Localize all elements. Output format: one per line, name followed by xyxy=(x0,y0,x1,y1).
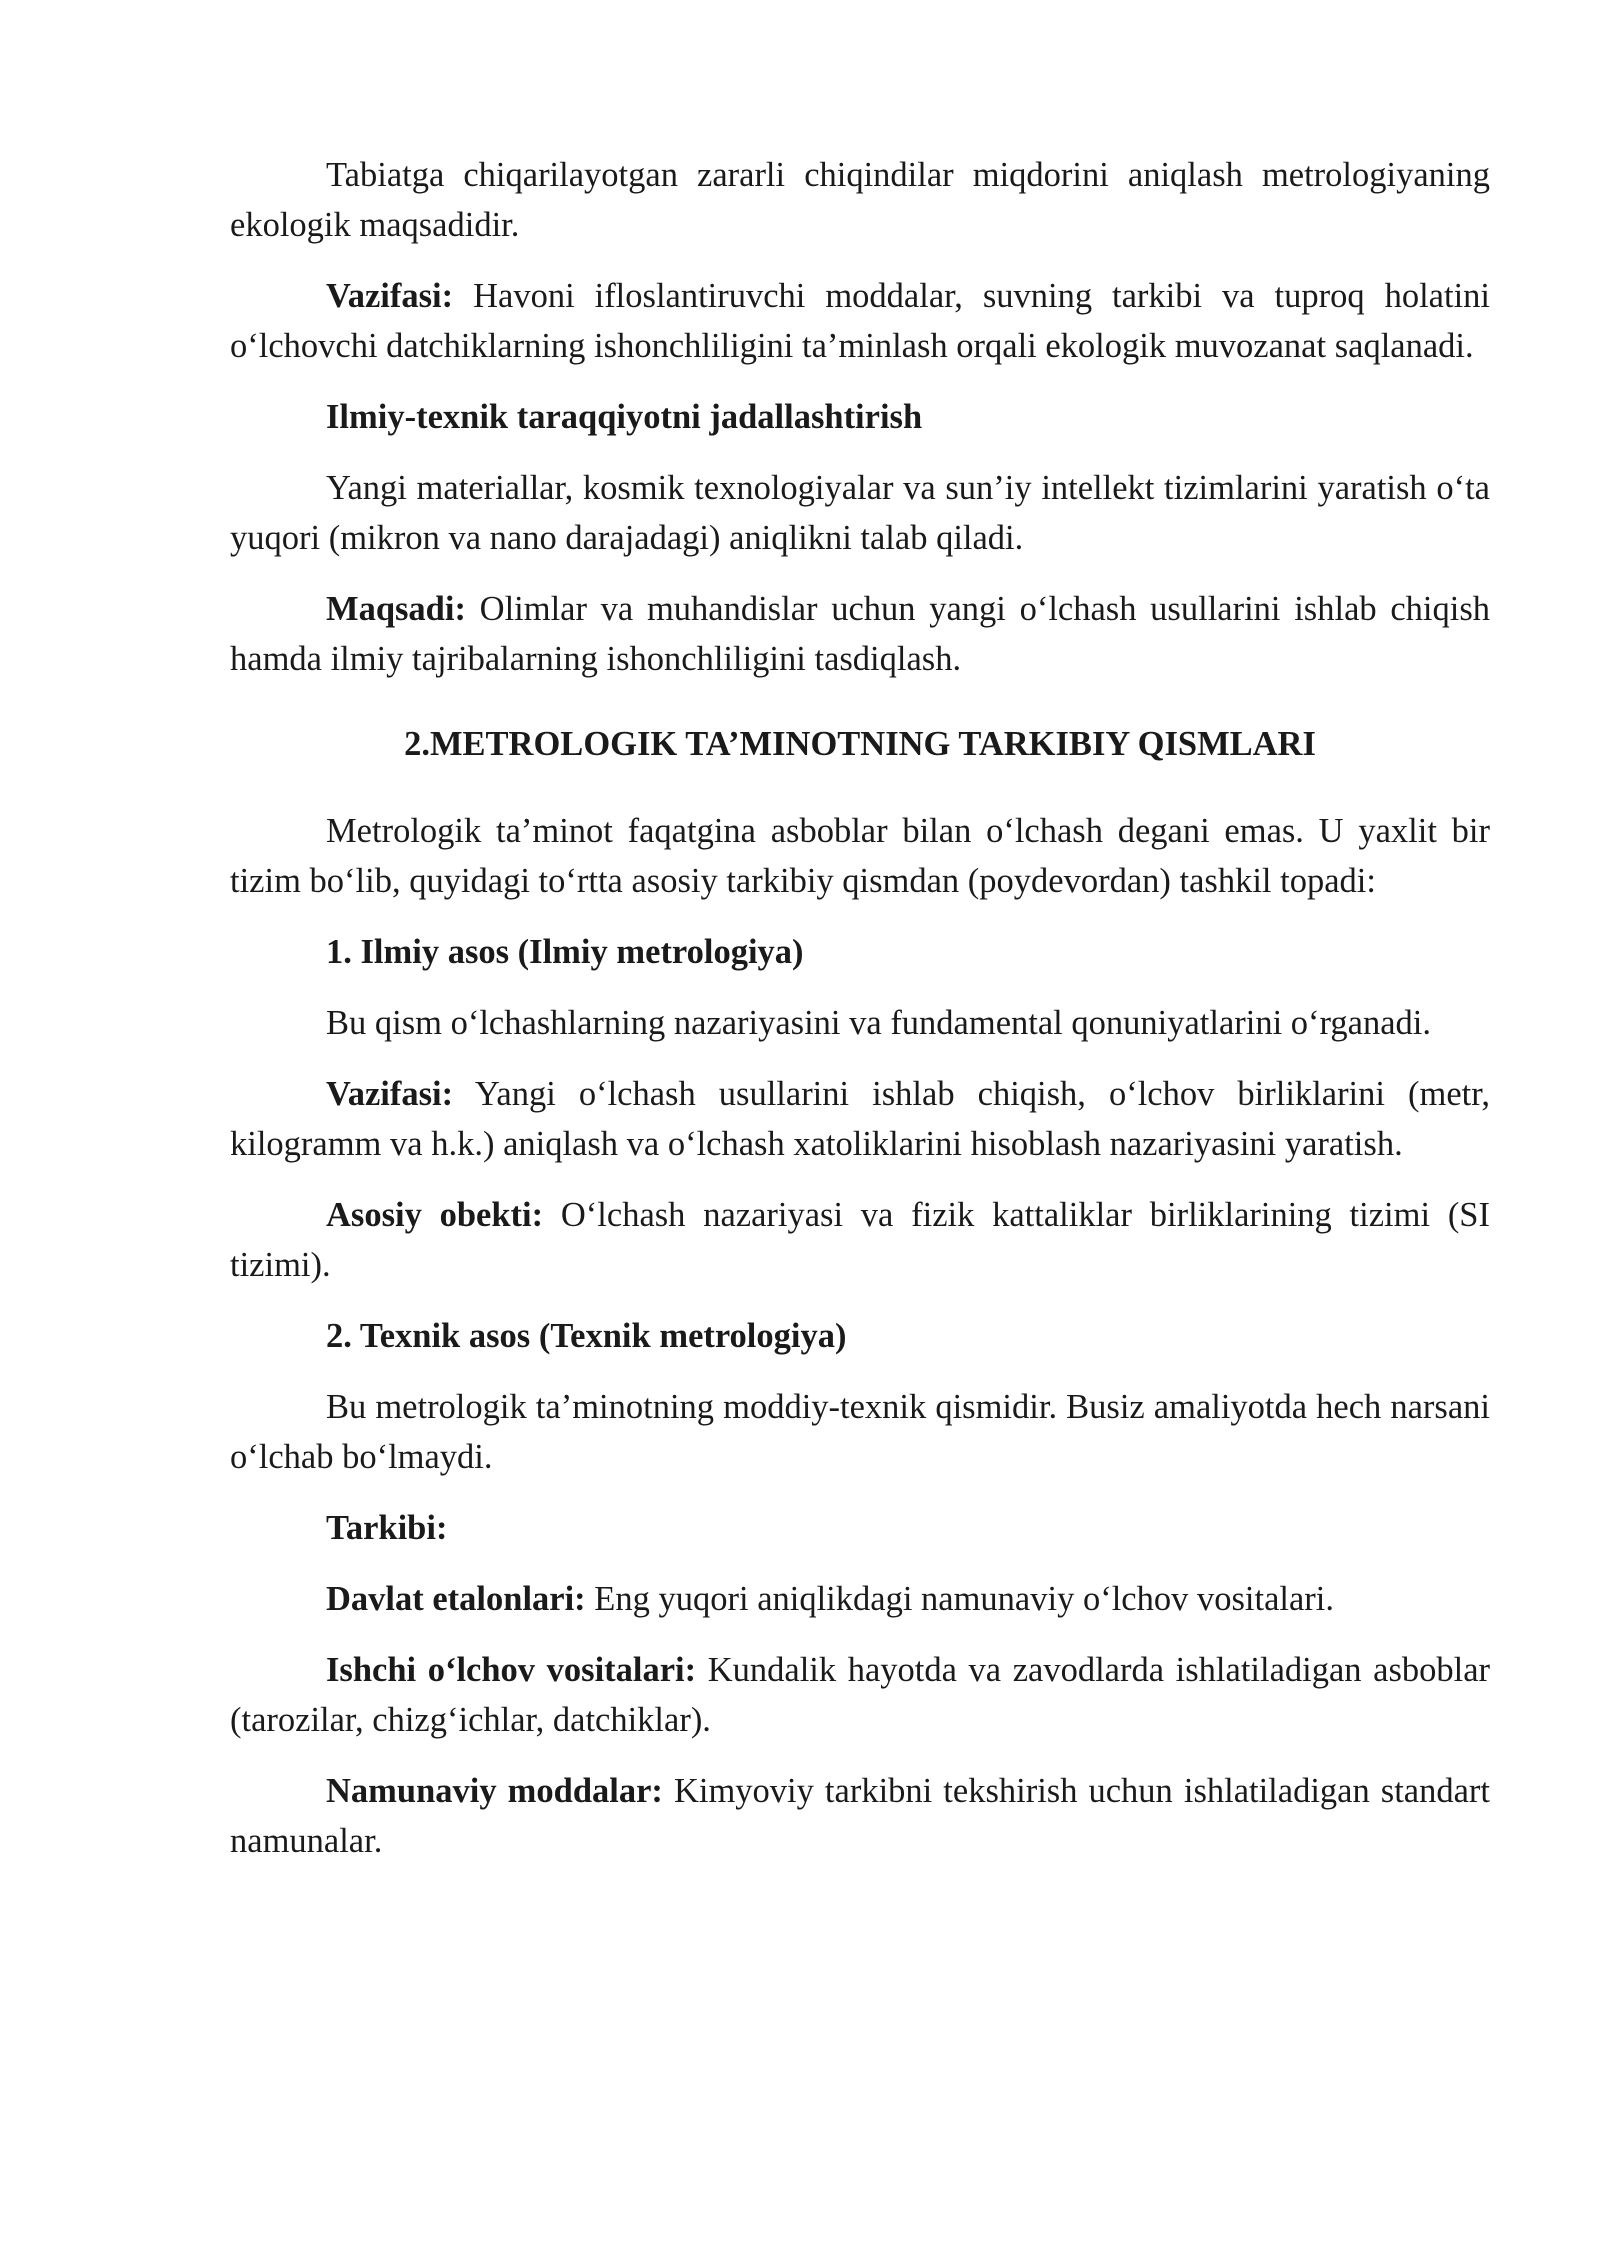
paragraph-technical-part: Bu metrologik ta’minotning moddiy-texnik qismidir. Busiz amaliyotda hech narsani o‘lchab bo‘lmaydi. xyxy=(230,1388,1490,1476)
label-davlat-etalonlari: Davlat etalonlari: xyxy=(326,1580,586,1618)
text-ecology-task: Havoni ifloslantiruvchi moddalar, suvning tarkibi va tuproq holatini o‘lchovchi datchiklarning ishonchliligini ta’minlash orqali ekologik muvozanat saqlanadi. xyxy=(230,277,1490,365)
paragraph-ecology-task xyxy=(230,271,1490,371)
label-maqsadi: Maqsadi: xyxy=(326,590,466,628)
text-scientific-task: Yangi o‘lchash usullarini ishlab chiqish, o‘lchov birliklarini (metr, kilogramm va h.k.) aniqlash va o‘lchash xatoliklarini hisoblash nazariyasini yaratish. xyxy=(230,1075,1490,1163)
paragraph-working-instruments xyxy=(230,1645,1490,1745)
paragraph-theory: Bu qism o‘lchashlarning nazariyasini va fundamental qonuniyatlarini o‘rganadi. xyxy=(326,1004,1431,1042)
text-reference-materials: Kimyoviy tarkibni tekshirish uchun ishlatiladigan standart namunalar. xyxy=(230,1772,1490,1860)
subheading-technical-basis: 2. Texnik asos (Texnik metrologiya) xyxy=(326,1317,847,1355)
paragraph-reference-materials xyxy=(230,1766,1490,1866)
paragraph-state-standards xyxy=(230,1574,1490,1624)
paragraph-maqsadi xyxy=(230,584,1490,684)
paragraph-scientific-task xyxy=(230,1069,1490,1169)
subheading-scientific-basis: 1. Ilmiy asos (Ilmiy metrologiya) xyxy=(326,933,804,971)
document-page xyxy=(230,150,1490,1887)
text-state-standards: Eng yuqori aniqlikdagi namunaviy o‘lchov vositalari. xyxy=(585,1580,1334,1618)
paragraph-ecological-goal: Tabiatga chiqarilayotgan zararli chiqindilar miqdorini aniqlash metrologiyaning ekologik maqsadidir. xyxy=(230,156,1490,244)
paragraph-new-materials: Yangi materiallar, kosmik texnologiyalar va sun’iy intellekt tizimlarini yaratish o‘ta yuqori (mikron va nano darajadagi) aniqlikni talab qiladi. xyxy=(230,469,1490,557)
label-ishchi-olchov: Ishchi o‘lchov vositalari: xyxy=(326,1651,697,1689)
subheading-scientific-progress: Ilmiy-texnik taraqqiyotni jadallashtirish xyxy=(326,398,923,436)
section-heading: 2.METROLOGIK TA’MINOTNING TARKIBIY QISMLARI xyxy=(404,725,1316,763)
text-working-instruments: Kundalik hayotda va zavodlarda ishlatiladigan asboblar (tarozilar, chizg‘ichlar, datchiklar). xyxy=(230,1651,1491,1739)
label-vazifasi: Vazifasi: xyxy=(326,277,454,315)
label-vazifasi-2: Vazifasi: xyxy=(326,1075,454,1113)
paragraph-main-object xyxy=(230,1190,1490,1290)
text-maqsadi: Olimlar va muhandislar uchun yangi o‘lchash usullarini ishlab chiqish hamda ilmiy tajribalarning ishonchliligini tasdiqlash. xyxy=(230,590,1490,678)
subheading-tarkibi: Tarkibi: xyxy=(326,1509,448,1547)
paragraph-metrological-support: Metrologik ta’minot faqatgina asboblar bilan o‘lchash degani emas. U yaxlit bir tizim bo‘lib, quyidagi to‘rtta asosiy tarkibiy qismdan (poydevordan) tashkil topadi: xyxy=(230,812,1490,900)
text-main-object: O‘lchash nazariyasi va fizik kattaliklar birliklarining tizimi (SI tizimi). xyxy=(230,1196,1490,1284)
label-asosiy-obekti: Asosiy obekti: xyxy=(326,1196,544,1234)
label-namunaviy-moddalar: Namunaviy moddalar: xyxy=(326,1772,663,1810)
